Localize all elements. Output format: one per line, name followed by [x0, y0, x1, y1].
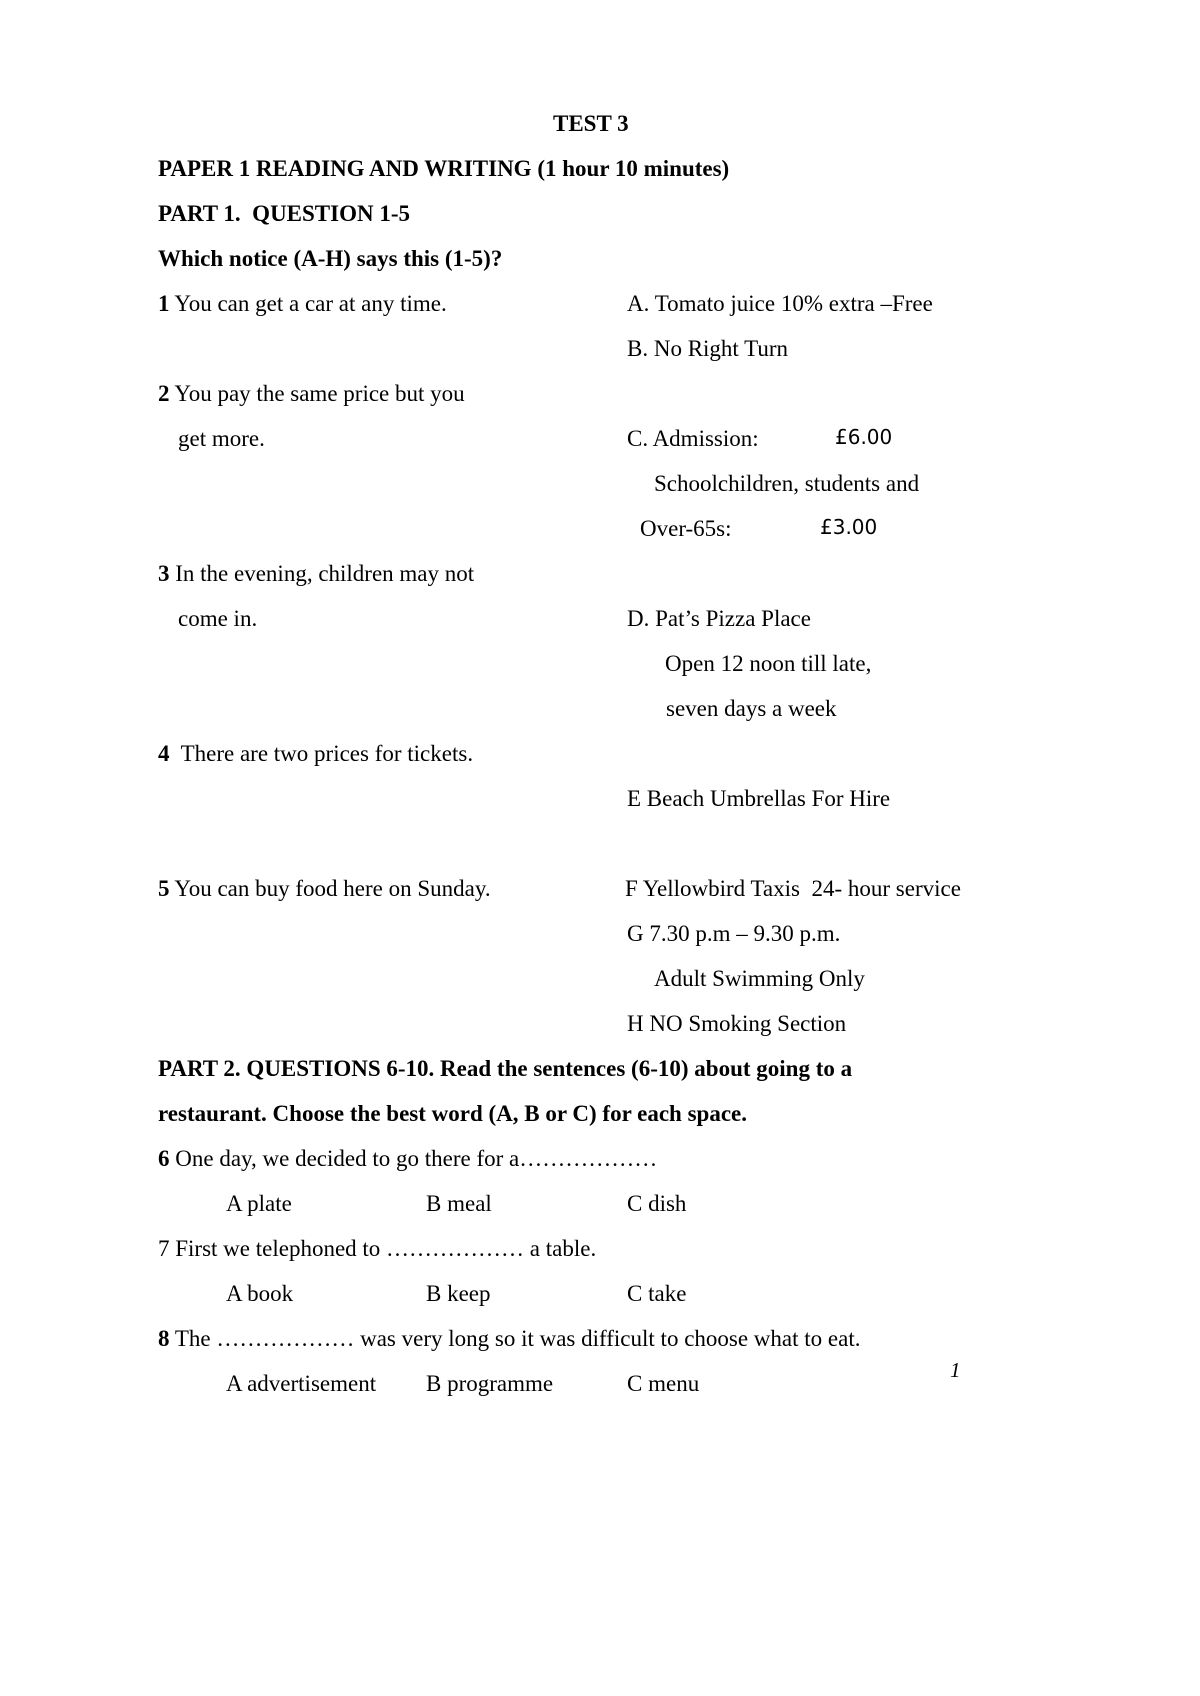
- question-6-option-c: C dish: [627, 1191, 687, 1216]
- notice-b: B. No Right Turn: [627, 336, 789, 361]
- question-4: [158, 742, 473, 765]
- part2-heading: PART 2. QUESTIONS 6-10. Read the sentences (6-10) about going to a: [158, 1056, 853, 1081]
- question-text: One day, we decided to go there for a………………: [175, 1146, 658, 1171]
- question-7-option-c: C take: [627, 1281, 687, 1306]
- question-1: [158, 292, 447, 315]
- question-8-option-c: C menu: [627, 1371, 700, 1396]
- notice-h: H NO Smoking Section: [627, 1011, 847, 1036]
- question-2-continued: get more.: [178, 426, 265, 451]
- question-text: There are two prices for tickets.: [180, 741, 474, 766]
- question-5: [158, 877, 491, 900]
- question-3: [158, 562, 474, 585]
- notice-c-price-concession: £3.00: [820, 515, 878, 539]
- notice-g-line2: Adult Swimming Only: [654, 966, 865, 991]
- question-2: [158, 382, 465, 405]
- question-6-option-b: B meal: [426, 1191, 492, 1216]
- question-8-option-b: B programme: [426, 1371, 554, 1396]
- question-8: [158, 1327, 860, 1350]
- notice-f: F Yellowbird Taxis 24- hour service: [625, 876, 961, 901]
- question-number: 8: [158, 1326, 170, 1351]
- question-number: 7: [158, 1236, 170, 1261]
- notice-g-time: G 7.30 p.m – 9.30 p.m.: [627, 921, 841, 946]
- question-number: 3: [158, 561, 170, 586]
- notice-c-price-adult: £6.00: [835, 425, 893, 449]
- question-8-option-a: A advertisement: [226, 1371, 377, 1396]
- question-number: 2: [158, 381, 170, 406]
- question-7-option-b: B keep: [426, 1281, 491, 1306]
- paper-title: PAPER 1 READING AND WRITING (1 hour 10 minutes): [158, 156, 730, 181]
- notice-a: A. Tomato juice 10% extra –Free: [627, 291, 933, 316]
- question-text: You can get a car at any time.: [174, 291, 447, 316]
- test-title: TEST 3: [553, 111, 629, 136]
- question-number: 6: [158, 1146, 170, 1171]
- question-6-option-a: A plate: [226, 1191, 292, 1216]
- notice-d-title: D. Pat’s Pizza Place: [627, 606, 811, 631]
- notice-c-label: C. Admission:: [627, 426, 759, 451]
- notice-d-line2: Open 12 noon till late,: [665, 651, 872, 676]
- question-6: [158, 1147, 657, 1170]
- question-3-continued: come in.: [178, 606, 258, 631]
- part1-instruction: Which notice (A-H) says this (1-5)?: [158, 246, 503, 271]
- notice-c-line3: Over-65s:: [640, 516, 732, 541]
- part2-heading-continued: restaurant. Choose the best word (A, B or C) for each space.: [158, 1101, 747, 1126]
- question-number: 1: [158, 291, 170, 316]
- question-7-option-a: A book: [226, 1281, 294, 1306]
- question-number: 5: [158, 876, 170, 901]
- question-text: You can buy food here on Sunday.: [174, 876, 491, 901]
- question-7: [158, 1237, 596, 1260]
- question-text: The ……………… was very long so it was difficult to choose what to eat.: [174, 1326, 861, 1351]
- question-text: First we telephoned to ……………… a table.: [175, 1236, 597, 1261]
- notice-d-line3: seven days a week: [666, 696, 837, 721]
- part1-heading: PART 1. QUESTION 1-5: [158, 201, 411, 226]
- question-number: 4: [158, 741, 170, 766]
- question-text: In the evening, children may not: [175, 561, 475, 586]
- notice-c-line2: Schoolchildren, students and: [654, 471, 920, 496]
- notice-e: E Beach Umbrellas For Hire: [627, 786, 891, 811]
- question-text: You pay the same price but you: [174, 381, 465, 406]
- page-number: 1: [950, 1358, 961, 1382]
